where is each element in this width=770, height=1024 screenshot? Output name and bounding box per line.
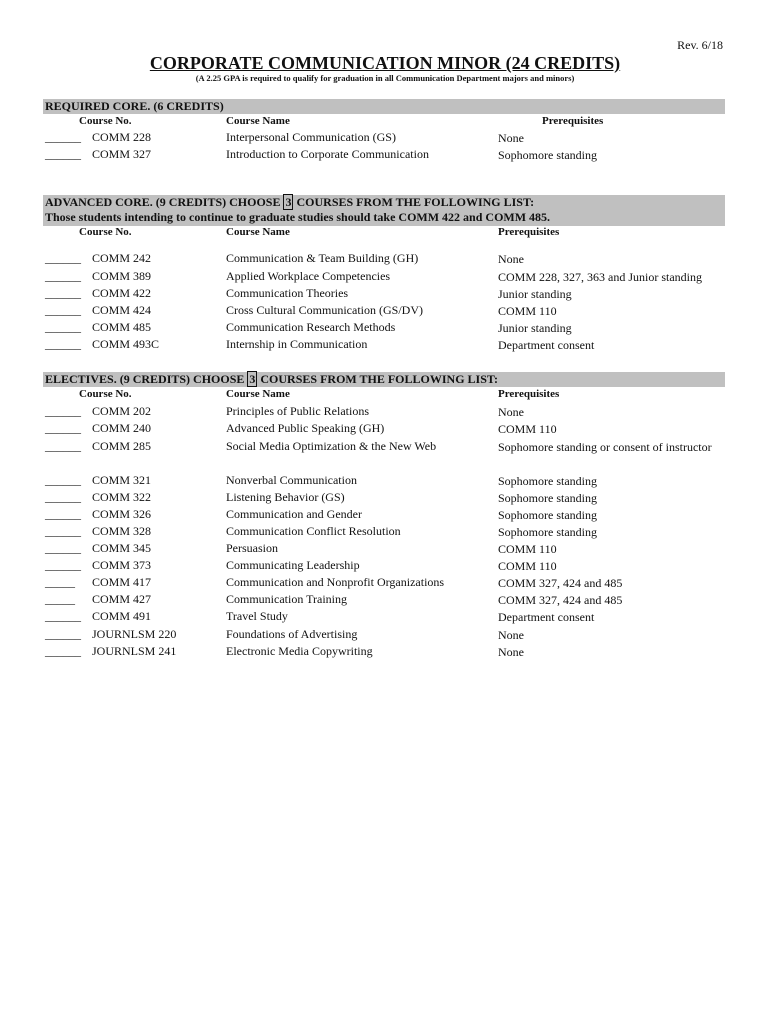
required-col-course-no: Course No. [79,115,132,127]
course-number: COMM 242 [92,251,152,265]
advanced-choose-count: 3 [285,195,292,209]
course-prerequisites: None [498,405,524,419]
course-name: Communication Research Methods [226,320,396,334]
course-prerequisites: COMM 110 [498,559,557,573]
course-row [43,507,733,524]
checkbox-blank-line[interactable]: ______ [45,490,81,504]
course-prerequisites: COMM 110 [498,422,557,436]
course-row [43,439,733,456]
course-row [43,421,733,438]
course-row [43,147,733,164]
course-row [43,251,733,268]
course-number: COMM 228 [92,130,152,144]
checkbox-blank-line[interactable]: ______ [45,609,81,623]
course-number: COMM 285 [92,439,152,453]
course-row [43,490,733,507]
checkbox-blank-line[interactable]: ______ [45,524,81,538]
course-number: COMM 424 [92,303,152,317]
advanced-col-course-no: Course No. [79,226,132,238]
course-prerequisites: Sophomore standing or consent of instructor [498,440,712,454]
checkbox-blank-line[interactable]: ______ [45,130,81,144]
course-prerequisites: Department consent [498,610,595,624]
checkbox-blank-line[interactable]: ______ [45,147,81,161]
course-name: Communication Training [226,592,348,606]
course-name: Communication and Gender [226,507,362,521]
course-prerequisites: None [498,645,524,659]
course-row [43,269,733,286]
course-number: COMM 345 [92,541,152,555]
electives-heading-text-b: COURSES FROM THE FOLLOWING LIST: [260,372,498,386]
checkbox-blank-line[interactable]: ______ [45,337,81,351]
course-row [43,286,733,303]
checkbox-blank-line[interactable]: ______ [45,507,81,521]
course-number: COMM 491 [92,609,152,623]
course-row [43,524,733,541]
course-prerequisites: Junior standing [498,321,572,335]
advanced-core-title [45,195,725,210]
electives-heading-text-a: ELECTIVES. (9 CREDITS) CHOOSE [45,372,245,386]
course-number: JOURNLSM 220 [92,627,177,641]
course-row [43,473,733,490]
course-number: COMM 322 [92,490,152,504]
course-number: COMM 373 [92,558,152,572]
course-name: Communicating Leadership [226,558,360,572]
course-name: Communication Conflict Resolution [226,524,401,538]
course-prerequisites: Sophomore standing [498,491,597,505]
course-number: COMM 493C [92,337,160,351]
course-name: Interpersonal Communication (GS) [226,130,396,144]
course-row [43,592,733,609]
checkbox-blank-line[interactable]: _____ [45,592,75,606]
page-title [0,53,770,74]
checkbox-blank-line[interactable]: ______ [45,251,81,265]
required-core-heading: REQUIRED CORE. (6 CREDITS) [43,99,725,114]
course-name: Nonverbal Communication [226,473,357,487]
course-row [43,609,733,626]
course-number: COMM 326 [92,507,152,521]
course-name: Social Media Optimization & the New Web [226,439,437,453]
checkbox-blank-line[interactable]: ______ [45,627,81,641]
checkbox-blank-line[interactable]: ______ [45,558,81,572]
required-col-course-name: Course Name [226,115,290,127]
advanced-core-note: Those students intending to continue to graduate studies should take COMM 422 and COMM 485. [45,210,551,224]
checkbox-blank-line[interactable]: ______ [45,404,81,418]
course-name: Travel Study [226,609,288,623]
checkbox-blank-line[interactable]: ______ [45,421,81,435]
advanced-core-heading [43,195,725,226]
electives-col-prerequisites: Prerequisites [498,388,560,400]
course-row [43,541,733,558]
course-prerequisites: COMM 327, 424 and 485 [498,593,623,607]
course-name: Persuasion [226,541,278,555]
checkbox-blank-line[interactable]: ______ [45,473,81,487]
course-row [43,644,733,661]
checkbox-blank-line[interactable]: ______ [45,303,81,317]
course-name: Principles of Public Relations [226,404,369,418]
advanced-heading-text-b: COURSES FROM THE FOLLOWING LIST: [296,195,535,209]
course-prerequisites: None [498,131,524,145]
advanced-heading-text-a: ADVANCED CORE. (9 CREDITS) CHOOSE [45,195,281,209]
course-prerequisites: None [498,628,524,642]
course-row [43,558,733,575]
advanced-col-course-name: Course Name [226,226,290,238]
page-title-text: CORPORATE COMMUNICATION MINOR (24 CREDITS) [149,53,621,73]
checkbox-blank-line[interactable]: ______ [45,541,81,555]
course-number: COMM 389 [92,269,152,283]
course-name: Introduction to Corporate Communication [226,147,429,161]
checkbox-blank-line[interactable]: ______ [45,320,81,334]
course-number: COMM 202 [92,404,152,418]
course-row [43,627,733,644]
course-row [43,130,733,147]
course-prerequisites: Sophomore standing [498,525,597,539]
course-name: Advanced Public Speaking (GH) [226,421,385,435]
course-prerequisites: Junior standing [498,287,572,301]
course-number: COMM 485 [92,320,152,334]
course-prerequisites: Sophomore standing [498,474,597,488]
course-prerequisites: COMM 327, 424 and 485 [498,576,623,590]
course-number: COMM 427 [92,592,152,606]
course-name: Electronic Media Copywriting [226,644,373,658]
course-name: Communication Theories [226,286,349,300]
gpa-note: (A 2.25 GPA is required to qualify for graduation in all Communication Department majors and minors) [195,73,575,83]
course-prerequisites: COMM 110 [498,304,557,318]
course-prerequisites: Sophomore standing [498,148,597,162]
electives-col-course-name: Course Name [226,388,290,400]
course-name: Communication and Nonprofit Organizations [226,575,445,589]
course-number: COMM 321 [92,473,152,487]
course-number: COMM 422 [92,286,152,300]
course-name: Listening Behavior (GS) [226,490,345,504]
electives-col-course-no: Course No. [79,388,132,400]
course-row [43,404,733,421]
required-col-prerequisites: Prerequisites [542,115,604,127]
course-number: COMM 240 [92,421,152,435]
electives-choose-count: 3 [249,372,256,386]
course-prerequisites: Department consent [498,338,595,352]
checkbox-blank-line[interactable]: ______ [45,269,81,283]
checkbox-blank-line[interactable]: _____ [45,575,75,589]
course-prerequisites: Sophomore standing [498,508,597,522]
course-row [43,575,733,592]
course-name: Applied Workplace Competencies [226,269,391,283]
checkbox-blank-line[interactable]: ______ [45,439,81,453]
course-name: Foundations of Advertising [226,627,358,641]
checkbox-blank-line[interactable]: ______ [45,644,81,658]
course-number: COMM 417 [92,575,152,589]
course-prerequisites: None [498,252,524,266]
course-name: Communication & Team Building (GH) [226,251,419,265]
course-row [43,337,733,354]
course-row [43,303,733,320]
course-prerequisites: COMM 228, 327, 363 and Junior standing [498,270,702,284]
course-name: Internship in Communication [226,337,368,351]
course-number: JOURNLSM 241 [92,644,177,658]
course-prerequisites: COMM 110 [498,542,557,556]
course-number: COMM 327 [92,147,152,161]
course-number: COMM 328 [92,524,152,538]
advanced-col-prerequisites: Prerequisites [498,226,560,238]
course-row [43,320,733,337]
checkbox-blank-line[interactable]: ______ [45,286,81,300]
electives-heading [43,372,725,387]
course-name: Cross Cultural Communication (GS/DV) [226,303,423,317]
revision-label: Rev. 6/18 [677,38,723,52]
